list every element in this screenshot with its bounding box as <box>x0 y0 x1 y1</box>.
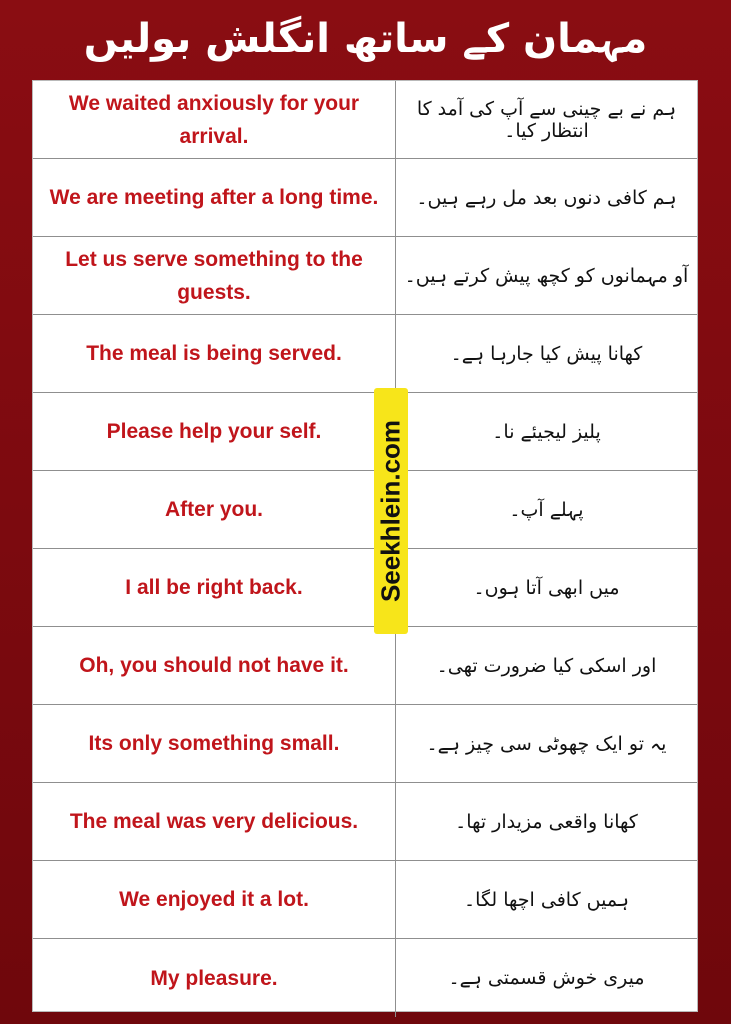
english-phrase: Please help your self. <box>106 420 322 443</box>
watermark-text: Seekhlein.com <box>375 419 406 603</box>
table-row <box>33 705 697 783</box>
english-phrase: Oh, you should not have it. <box>79 654 349 677</box>
urdu-translation: ہم کافی دنوں بعد مل رہے ہیں۔ <box>395 159 697 236</box>
urdu-translation: کھانا واقعی مزیدار تھا۔ <box>395 783 697 860</box>
urdu-translation: ہم نے بے چینی سے آپ کی آمد کا انتظار کیا۔ <box>395 81 697 158</box>
table-row <box>33 237 697 315</box>
urdu-translation: پلیز لیجیئے نا۔ <box>395 393 697 470</box>
urdu-translation: آو مہمانوں کو کچھ پیش کرتے ہیں۔ <box>395 237 697 314</box>
english-phrase: We enjoyed it a lot. <box>119 888 309 911</box>
page-title: مہمان کے ساتھ انگلش بولیں <box>83 16 648 62</box>
english-phrase: My pleasure. <box>150 966 278 990</box>
table-row <box>33 783 697 861</box>
english-phrase: I all be right back. <box>125 576 303 599</box>
urdu-translation: کھانا پیش کیا جارہا ہے۔ <box>395 315 697 392</box>
phrase-table <box>32 80 698 1012</box>
table-row <box>33 81 697 159</box>
english-phrase: After you. <box>164 498 263 521</box>
english-phrase: We waited anxiously for your arrival. <box>68 91 360 148</box>
english-phrase: The meal is being served. <box>86 342 342 365</box>
urdu-translation: یہ تو ایک چھوٹی سی چیز ہے۔ <box>395 705 697 782</box>
urdu-translation: اور اسکی کیا ضرورت تھی۔ <box>395 627 697 704</box>
table-row <box>33 939 697 1017</box>
table-row <box>33 159 697 237</box>
english-phrase: The meal was very delicious. <box>69 810 359 833</box>
english-phrase: We are meeting after a long time. <box>49 186 379 209</box>
table-row <box>33 393 697 471</box>
english-phrase: Its only something small. <box>88 732 340 755</box>
urdu-translation: پہلے آپ۔ <box>395 471 697 548</box>
table-row <box>33 861 697 939</box>
english-phrase: Let us serve something to the guests. <box>65 247 363 304</box>
urdu-translation: میری خوش قسمتی ہے۔ <box>395 939 697 1017</box>
table-row <box>33 627 697 705</box>
table-row <box>33 315 697 393</box>
table-row <box>33 471 697 549</box>
urdu-translation: میں ابھی آتا ہوں۔ <box>395 549 697 626</box>
table-row <box>33 549 697 627</box>
urdu-translation: ہمیں کافی اچھا لگا۔ <box>395 861 697 938</box>
